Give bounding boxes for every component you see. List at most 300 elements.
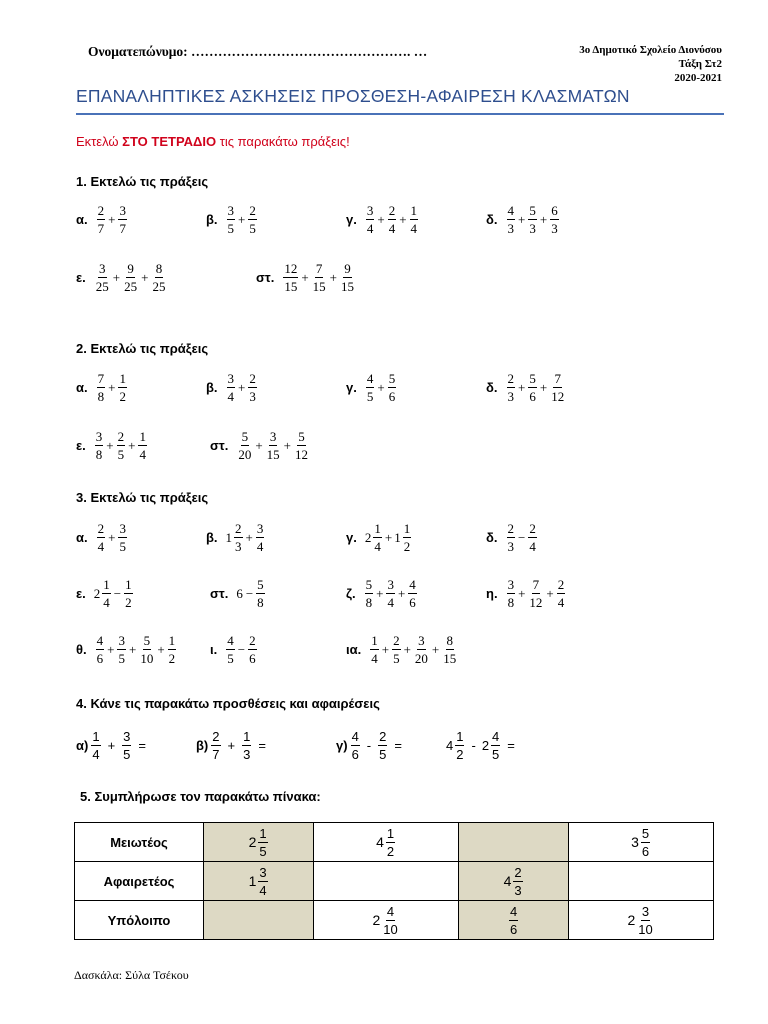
numerator: 1 [403,521,411,536]
denominator: 20 [238,447,252,462]
numerator: 4 [366,371,374,386]
mixed-number [508,905,519,936]
numerator: 2 [249,371,256,386]
ex3-item-4 [76,578,134,609]
denominator: 4 [92,747,100,762]
fraction [242,730,251,761]
numerator: 2 [249,203,256,218]
table-cell [569,901,714,940]
table-cell [314,823,459,862]
denominator: 7 [97,221,105,236]
class-name: Τάξη Στ2 [678,58,722,70]
fraction [637,905,653,936]
denominator: 5 [118,651,125,666]
operator: − [113,585,122,601]
denominator: 5 [366,389,374,404]
exercise-label: ε. [76,438,86,453]
whole-number: 1 [394,529,401,545]
fraction [392,634,401,665]
denominator: 2 [456,747,464,762]
denominator: 5 [227,221,235,236]
exercise-label: δ. [486,530,498,545]
fraction [442,634,457,665]
numerator: 3 [119,203,126,218]
numerator: 2 [249,633,256,648]
fraction [294,430,309,461]
fraction [117,430,126,461]
numerator: 12 [284,261,298,276]
table-cell[interactable] [204,901,314,940]
numerator: 3 [123,729,131,744]
numerator: 3 [227,371,235,386]
denominator: 5 [123,747,131,762]
whole-number: 2 [372,912,381,928]
fraction [408,578,417,609]
instruction: Εκτελώ ΣΤΟ ΤΕΤΡΑΔΙΟ τις παρακάτω πράξεις! [76,134,350,149]
numerator: 1 [92,729,100,744]
denominator: 6 [529,389,536,404]
denominator: 4 [557,595,565,610]
numerator: 2 [97,521,105,536]
numerator: 3 [227,203,235,218]
operator: = [138,738,146,753]
whole-number: 1 [248,873,257,889]
fraction [366,204,375,235]
numerator: 2 [507,521,514,536]
numerator: 3 [256,521,264,536]
denominator: 3 [551,221,558,236]
denominator: 5 [227,651,234,666]
numerator: 1 [243,729,251,744]
table-cell [458,862,568,901]
denominator: 8 [507,595,515,610]
ex2-item-0 [76,372,128,403]
operator: + [141,269,149,285]
operator: − [237,641,246,657]
operator: + [107,641,115,657]
table-cell [458,901,568,940]
denominator: 6 [388,389,396,404]
operator: + [157,641,165,657]
denominator: 4 [103,595,110,610]
fraction [491,730,500,761]
fraction [340,262,355,293]
fraction [414,634,429,665]
numerator: 1 [456,729,464,744]
exercise-label: στ. [210,438,229,453]
exercise-label: β. [206,212,218,227]
fraction [211,730,220,761]
operator: + [377,379,385,395]
denominator: 25 [95,279,109,294]
denominator: 4 [388,221,396,236]
name-field-label: Ονοματεπώνυμο: …………………………………………. … [88,44,428,59]
numerator: 1 [386,825,395,841]
table-cell [204,823,314,862]
ex3-item-6 [346,578,418,609]
exercise-label: ζ. [346,586,356,601]
denominator: 10 [638,921,653,937]
numerator: 1 [168,633,176,648]
ex4-item-3 [446,730,521,761]
fraction [266,430,281,461]
numerator: 5 [365,577,373,592]
operator: + [283,437,291,453]
numerator: 3 [118,633,125,648]
fraction [550,204,559,235]
numerator: 9 [127,261,134,276]
numerator: 3 [269,429,277,444]
operator: = [394,738,402,753]
ex3-item-10 [346,634,458,665]
denominator: 4 [366,221,374,236]
numerator: 4 [227,633,234,648]
denominator: 3 [514,882,522,898]
fraction [528,522,537,553]
ex1-item-3 [486,204,560,235]
ex3-item-2 [346,522,412,553]
fraction [168,634,177,665]
fraction [382,905,398,936]
operator: = [258,738,266,753]
fraction [97,204,106,235]
operator: + [399,211,407,227]
denominator: 3 [243,747,251,762]
numerator: 1 [259,825,267,841]
numerator: 5 [529,371,536,386]
fraction [151,262,166,293]
fraction [122,730,131,761]
fraction [509,905,518,936]
table-row [75,901,714,940]
numerator: 1 [139,429,146,444]
operator: + [518,379,526,395]
whole-number: 6 [236,585,243,601]
fraction [312,262,327,293]
exercise-label: β) [196,738,209,753]
exercise-label: η. [486,586,498,601]
denominator: 4 [227,389,235,404]
denominator: 5 [379,747,387,762]
denominator: 6 [641,843,650,859]
denominator: 12 [295,447,308,462]
numerator: 8 [155,261,163,276]
ex1-item-0 [76,204,128,235]
fraction [507,204,516,235]
ex3-item-8 [76,634,177,665]
exercise-label: α) [76,738,89,753]
exercise-label: γ. [346,530,357,545]
denominator: 8 [257,595,264,610]
denominator: 2 [403,539,411,554]
ex3-item-1 [206,522,265,553]
ex3-item-0 [76,522,128,553]
denominator: 15 [284,279,298,294]
denominator: 4 [371,651,378,666]
whole-number: 1 [225,529,233,545]
fraction [507,522,516,553]
fraction [366,372,375,403]
fraction [97,522,106,553]
whole-number: 3 [631,834,639,850]
section-4-heading: 4. Κάνε τις παρακάτω προσθέσεις και αφαιρέσεις [76,696,380,711]
exercise-label: δ. [486,380,498,395]
fraction [96,634,105,665]
numerator: 1 [103,577,110,592]
numerator: 3 [366,203,374,218]
fraction [373,522,382,553]
operator: + [112,269,121,285]
fraction [102,578,111,609]
exercise-label: β. [206,380,218,395]
exercise-label: α. [76,380,88,395]
operator: + [128,437,136,453]
denominator: 6 [351,747,359,762]
mixed-number [249,866,269,897]
numerator: 4 [509,904,518,919]
numerator: 4 [409,577,416,592]
fraction [513,866,522,897]
operator: + [301,269,309,285]
ex4-item-0 [76,730,152,761]
fraction [641,827,650,858]
exercise-label: α. [76,530,88,545]
numerator: 5 [298,429,305,444]
fraction [139,634,154,665]
ex2-item-4 [76,430,148,461]
numerator: 7 [532,577,540,592]
ex4-item-1 [196,730,272,761]
numerator: 2 [117,429,125,444]
numerator: 3 [507,577,515,592]
table-cell[interactable] [569,862,714,901]
operator: + [106,437,114,453]
exercise-label: ια. [346,642,362,657]
denominator: 3 [507,221,514,236]
section-2-heading: 2. Εκτελώ τις πράξεις [76,341,209,356]
fraction [528,372,537,403]
numerator: 3 [119,521,126,536]
denominator: 10 [383,921,398,937]
denominator: 4 [387,595,394,610]
fraction [507,578,516,609]
denominator: 4 [139,447,146,462]
fraction [256,522,265,553]
denominator: 2 [119,389,126,404]
mixed-number [376,827,396,858]
numerator: 5 [257,577,264,592]
fraction [237,430,252,461]
operator: + [518,211,526,227]
operator: + [431,641,440,657]
fraction [118,522,127,553]
mixed-number [627,905,654,936]
row-header: Μειωτέος [75,823,204,862]
numerator: 4 [507,203,514,218]
table-cell[interactable] [314,862,459,901]
table-cell[interactable] [458,823,568,862]
fraction [410,204,419,235]
ex2-item-5 [210,430,310,461]
fraction [550,372,565,403]
teacher-footer: Δασκάλα: Σύλα Τσέκου [74,968,189,982]
denominator: 8 [97,389,105,404]
ex2-item-2 [346,372,397,403]
fraction [138,430,147,461]
numerator: 4 [492,729,500,744]
numerator: 2 [514,864,522,880]
fraction [95,262,110,293]
denominator: 4 [97,539,105,554]
numerator: 4 [386,903,395,919]
denominator: 4 [256,539,264,554]
denominator: 3 [507,539,514,554]
operator: + [245,529,253,545]
exercise-label: ι. [210,642,218,657]
numerator: 2 [97,203,105,218]
row-header: Υπόλοιπο [75,901,204,940]
numerator: 2 [388,203,396,218]
fraction [248,204,257,235]
numerator: 2 [393,633,400,648]
exercise-label: α. [76,212,88,227]
fraction [234,522,243,553]
fraction [370,634,379,665]
denominator: 5 [492,747,500,762]
fraction [507,372,516,403]
exercise-label: γ. [346,212,357,227]
numerator: 2 [379,729,387,744]
denominator: 8 [365,595,373,610]
denominator: 3 [235,539,242,554]
numerator: 3 [387,577,394,592]
denominator: 15 [341,279,354,294]
fraction [386,578,395,609]
denominator: 3 [249,389,256,404]
operator: + [329,269,337,285]
operator: + [403,641,411,657]
fraction [124,578,133,609]
exercise-label: ε. [76,270,86,285]
section-3-heading: 3. Εκτελώ τις πράξεις [76,490,209,505]
denominator: 6 [96,651,104,666]
operator: + [107,738,116,753]
fraction [227,372,236,403]
mixed-number [249,827,269,858]
fraction [227,204,236,235]
denominator: 25 [124,279,138,294]
denominator: 3 [507,389,514,404]
denominator: 5 [259,843,267,859]
table-cell [204,862,314,901]
operator: + [376,585,384,601]
denominator: 6 [409,595,416,610]
table-cell [569,823,714,862]
fraction [258,866,267,897]
fraction [351,730,360,761]
exercise-label: γ. [346,380,357,395]
operator: + [546,585,554,601]
fraction [386,827,395,858]
numerator: 3 [99,261,106,276]
numerator: 1 [410,203,418,218]
denominator: 4 [374,539,381,554]
denominator: 7 [212,747,220,762]
ex3-item-9 [210,634,258,665]
fraction [365,578,374,609]
operator: = [507,738,515,753]
fraction [283,262,298,293]
operator: + [255,437,263,453]
table-row [75,823,714,862]
whole-number: 4 [503,873,512,889]
operator: + [227,738,236,753]
fraction [117,634,126,665]
mixed-number [372,905,399,936]
denominator: 3 [529,221,536,236]
whole-number: 2 [481,738,490,753]
denominator: 20 [414,651,428,666]
denominator: 5 [393,651,400,666]
operator: + [381,641,390,657]
school-year: 2020-2021 [674,72,722,84]
denominator: 4 [259,882,267,898]
numerator: 5 [641,825,650,841]
numerator: 4 [351,729,359,744]
numerator: 5 [388,371,396,386]
denominator: 5 [119,539,126,554]
numerator: 7 [315,261,323,276]
whole-number: 2 [627,912,636,928]
numerator: 3 [259,864,267,880]
numerator: 1 [125,577,132,592]
numerator: 7 [97,371,105,386]
operator: + [539,379,548,395]
fraction [378,730,387,761]
ex3-item-5 [210,578,266,609]
denominator: 12 [551,389,565,404]
denominator: 4 [529,539,536,554]
denominator: 6 [249,651,256,666]
fraction [256,578,265,609]
fraction [97,372,106,403]
fraction [388,372,397,403]
numerator: 3 [641,903,650,919]
numerator: 2 [507,371,514,386]
numerator: 5 [529,203,536,218]
fraction [91,730,100,761]
denominator: 5 [249,221,256,236]
denominator: 6 [509,922,518,937]
ex4-item-2 [336,730,408,761]
fraction [123,262,138,293]
numerator: 5 [143,633,151,648]
exercise-label: ε. [76,586,86,601]
fraction [388,204,397,235]
denominator: 2 [386,843,395,859]
denominator: 2 [125,595,132,610]
numerator: 2 [212,729,220,744]
operator: - [366,738,372,753]
exercise-label: γ) [336,738,348,753]
operator: + [377,211,385,227]
school-name: 3ο Δημοτικό Σχολείο Διονύσου [579,44,722,56]
operator: + [397,585,406,601]
operator: + [238,379,246,395]
operator: − [245,585,254,601]
operator: + [108,211,116,227]
numerator: 2 [529,521,536,536]
